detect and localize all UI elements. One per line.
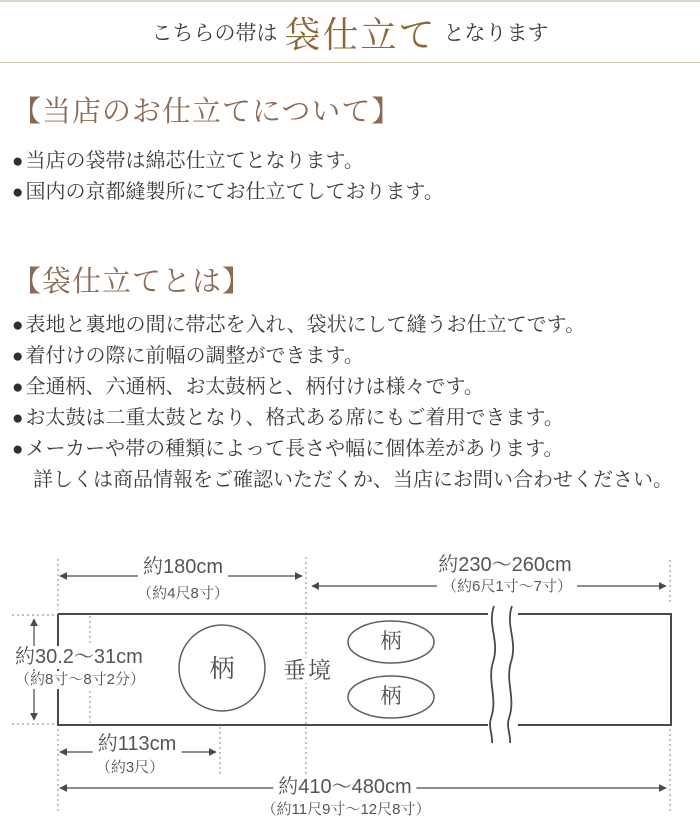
- bullet-item: [0, 434, 700, 465]
- bullet-item: [0, 177, 700, 208]
- bullet-item: [0, 341, 700, 372]
- bullet-text: 全通柄、六通柄、お太鼓柄と、柄付けは様々です。: [25, 376, 484, 399]
- bullet-icon: ●: [12, 408, 24, 430]
- header-suffix: となります: [443, 21, 549, 45]
- bullet-icon: ●: [12, 181, 24, 203]
- dim-tesaki-cm: 約113cm: [93, 733, 182, 756]
- boundary-label: 垂境: [278, 658, 338, 683]
- break-wavy-lines: [490, 606, 513, 743]
- dim-width-shaku: （約8寸〜8寸2分）: [10, 671, 150, 689]
- bullet-icon: ●: [12, 346, 24, 368]
- dim-front-cm: 約180cm: [138, 556, 228, 579]
- bullet-text: 表地と裏地の間に帯芯を入れ、袋状にして縫うお仕立てです。: [25, 314, 586, 337]
- bullet-icon: ●: [12, 150, 24, 172]
- section-heading-shop: 【当店のお仕立てについて】: [12, 96, 402, 128]
- dim-tare-cm: 約230〜260cm: [438, 554, 572, 576]
- header-prefix: こちらの帯は: [151, 21, 278, 45]
- bullet-item: [0, 403, 700, 434]
- pattern-label-ellipse-bottom: 柄: [380, 685, 402, 708]
- obi-diagram: [0, 547, 700, 840]
- dim-front-shaku: （約4尺8寸）: [137, 585, 229, 602]
- section-heading-fukuro: 【袋仕立てとは】: [12, 265, 253, 298]
- dim-total-cm: 約410〜480cm: [273, 776, 416, 799]
- tailoring-type-highlight: 袋仕立て: [284, 14, 437, 55]
- bullet-item: [0, 146, 700, 177]
- bullet-note: 詳しくは商品情報をご確認いただくか、当店にお問い合わせください。: [33, 469, 673, 492]
- bullet-icon: ●: [12, 315, 24, 337]
- pattern-label-circle: 柄: [209, 655, 235, 683]
- obi-outline: [58, 614, 671, 725]
- bullet-item: [0, 372, 700, 403]
- bullet-text: 当店の袋帯は綿芯仕立てとなります。: [25, 149, 364, 172]
- bullet-text: お太鼓は二重太鼓となり、格式ある席にもご着用できます。: [25, 407, 564, 430]
- pattern-label-ellipse-top: 柄: [380, 630, 402, 653]
- section-fukuro-explanation: [0, 264, 700, 496]
- bullet-icon: ●: [12, 377, 24, 399]
- bullet-item: [0, 310, 700, 341]
- section-shop-tailoring: [0, 94, 700, 208]
- page-header: [0, 2, 700, 63]
- bullet-text: 着付けの際に前幅の調整ができます。: [25, 345, 364, 368]
- bullet-list-shop: [0, 146, 700, 208]
- bullet-list-fukuro: [0, 310, 700, 495]
- dim-tesaki-shaku: （約3尺）: [95, 759, 165, 776]
- bullet-text: メーカーや帯の種類によって長さや幅に個体差があります。: [25, 438, 564, 461]
- bullet-icon: ●: [12, 439, 24, 461]
- dim-total-shaku: （約11尺9寸〜12尺8寸）: [261, 801, 431, 818]
- dim-width-cm: 約30.2〜31cm: [10, 646, 148, 669]
- dim-tare-shaku: （約6尺1寸〜7寸）: [437, 578, 577, 596]
- bullet-text: 国内の京都縫製所にてお仕立てしております。: [25, 180, 444, 203]
